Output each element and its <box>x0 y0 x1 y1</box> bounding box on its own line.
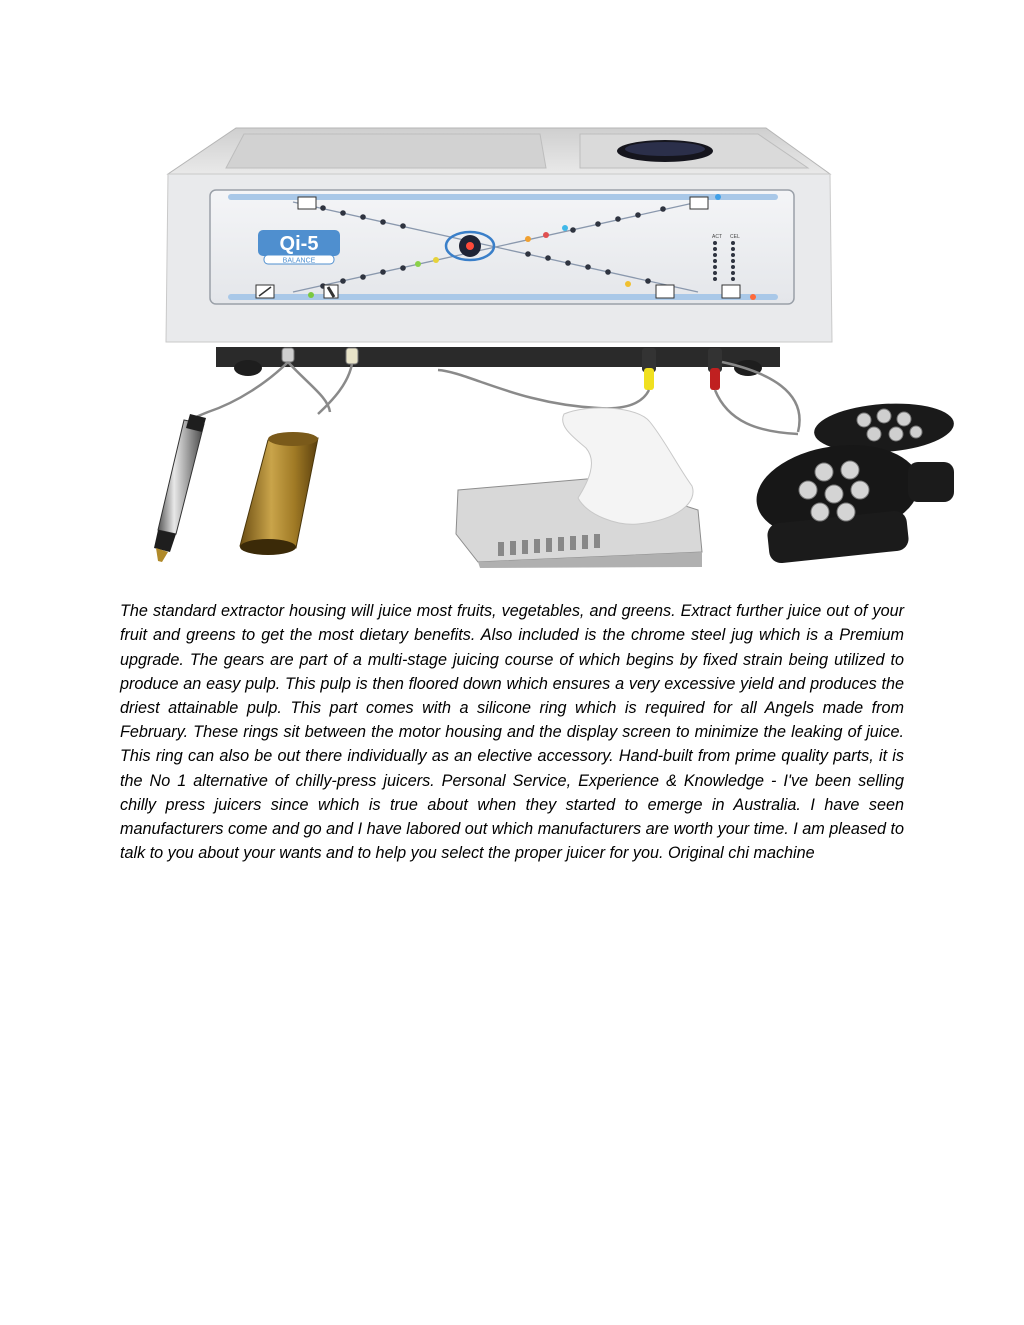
hand-pads <box>750 399 955 564</box>
corner-icon-top-left <box>298 197 316 209</box>
logo-main-text: Qi-5 <box>279 233 319 255</box>
product-photo <box>118 122 958 572</box>
device-cables <box>188 362 800 434</box>
logo-sub-text: BALANCE <box>282 257 316 265</box>
device-front-panel <box>210 190 794 304</box>
body-paragraph: The standard extractor housing will juice most fruits, vegetables, and greens. Extract further juice out of your fruit and greens to get the most dietary benefits. Also included is the chrome steel jug which is a Premium upgrade. The gears are part of a multi-stage juicing course of which begins by fixed strain being utilized to produce an easy pulp. This pulp is then floored down which ensures a very excessive yield and produces the driest attainable pulp. This part comes with a silicone ring which is required for all Angels made from February. These rings sit between the motor housing and the display screen to minimize the leaking of juice. This ring can also be out there individually as an elective accessory. Hand-built from prime quality parts, it is the No 1 alternative of chilly-press juicers. Personal Service, Experience & Knowledge - I've been selling chilly press juicers since which is true about when they started to emerge in Australia. I have seen manufacturers come and go and I have labored out which manufacturers are worth your time. I am pleased to talk to you about your wants and to help you select the proper juicer for you. Original chi machine <box>120 602 904 863</box>
indicator-label-act: ACT <box>712 234 722 240</box>
device-top-tray <box>168 128 830 174</box>
hand-pad-icon <box>722 285 740 298</box>
foot-plate-icon <box>656 285 674 298</box>
foot-plate <box>456 408 702 568</box>
qi5-logo <box>258 230 340 265</box>
corner-icon-top-right <box>690 197 708 209</box>
indicator-label-cel: CEL <box>730 234 740 240</box>
chrome-probe <box>154 414 206 562</box>
brass-cylinder <box>240 432 318 555</box>
